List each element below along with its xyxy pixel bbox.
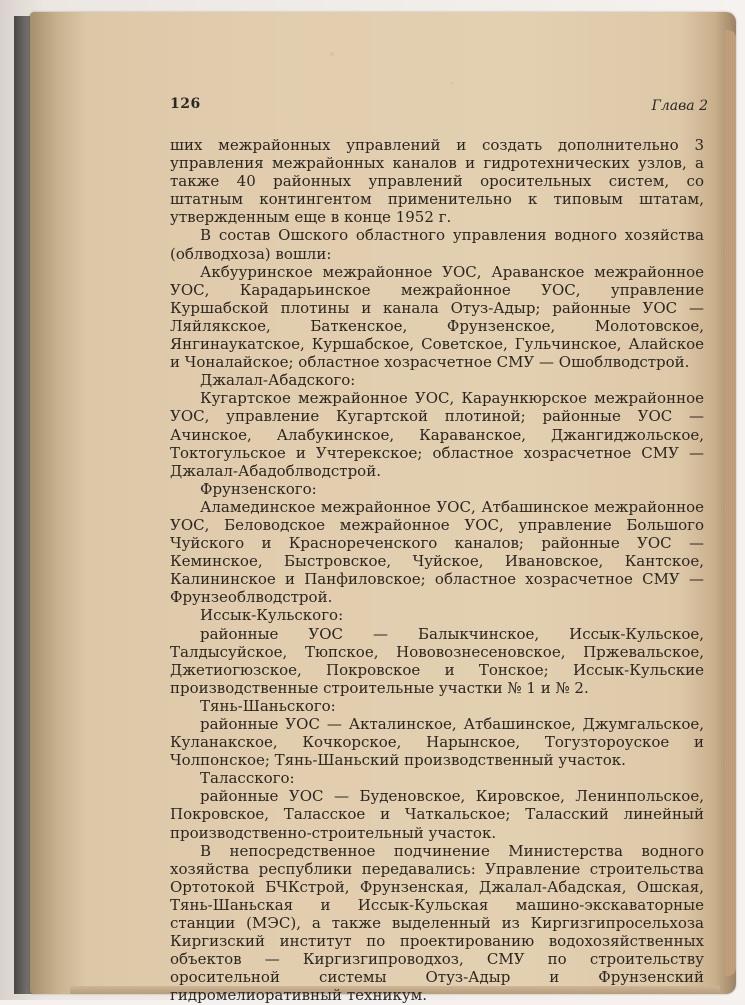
paragraph: Кугартское межрайонное УОС, Караункюрское межрайонное УОС, управление Кугартской плотиной; районные УОС — Ачинское, Алабукинское, Караванское, Джангиджольское, Токтогульское и Учтерекское; областное хозрасчетное СМУ — Джалал-Абадоблводстрой. <box>170 389 704 480</box>
paragraph: Акбууринское межрайонное УОС, Араванское межрайонное УОС, Карадарьинское межрайонное УОС, управление Куршабской плотины и канала Отуз-Адыр; районные УОС — Ляйлякское, Баткенское, Фрунзенское, Молотовское, Янгинаукатское, Куршабское, Советское, Гульчинское, Алайское и Чоналайское; областное хозрасчетное СМУ — Ошоблводстрой. <box>170 262 704 372</box>
region-heading: Иссык-Кульского: <box>200 606 344 625</box>
page-number: 126 <box>170 96 201 112</box>
region-heading: Фрунзенского: <box>200 479 317 498</box>
region-heading: Таласского: <box>200 769 295 788</box>
region-heading: Джалал-Абадского: <box>200 371 356 390</box>
paragraph: В состав Ошского областного управления водного хозяйства (облводхоза) вошли: <box>170 226 704 263</box>
running-head-chapter: Глава 2 <box>651 98 708 114</box>
paper-speck <box>450 82 453 85</box>
page-edge <box>724 30 736 976</box>
paper-speck <box>330 52 334 56</box>
paragraph: В непосредственное подчинение Министерства водного хозяйства республики передавались: Управление строительства Ортотокой БЧКстрой, Фрунзенская, Джалал-Абадская, Ошская, Тянь-Шаньская и Иссык-Кульская машино-экскаваторные станции (МЭС), а также выделенный из Киргизгипросельхоза Киргизский институт по проектированию водохозяйственных объектов — Киргизгипроводхоз, СМУ по строительству оросительной системы Отуз-Адыр и Фрунзенский гидромелиоративный техникум. <box>170 841 704 1005</box>
body-text <box>170 136 704 1005</box>
region-heading: Тянь-Шаньского: <box>200 696 336 715</box>
page-header <box>170 96 708 118</box>
paragraph: Аламединское межрайонное УОС, Атбашинское межрайонное УОС, Беловодское межрайонное УОС, управление Большого Чуйского и Краснореченского каналов; районные УОС — Кеминское, Быстровское, Чуйское, Ивановское, Кантское, Калининское и Панфиловское; областное хозрасчетное СМУ — Фрунзеоблводстрой. <box>170 497 704 607</box>
paragraph: районные УОС — Буденовское, Кировское, Ленинпольское, Покровское, Таласское и Чаткальское; Таласский линейный производственно-строительный участок. <box>170 787 704 842</box>
paragraph: ших межрайонных управлений и создать дополнительно 3 управления межрайонных каналов и гидротехнических узлов, а также 40 районных управлений оросительных систем, со штатным контингентом применительно к типовым штатам, утвержденным еще в конце 1952 г. <box>170 136 704 227</box>
paragraph: районные УОС — Балыкчинское, Иссык-Кульское, Талдысуйское, Тюпское, Нововознесеновское, Пржевальское, Джетиогюзское, Покровское и Тонское; Иссык-Кульские производственные строительные участки № 1 и № 2. <box>170 624 704 697</box>
paragraph: районные УОС — Акталинское, Атбашинское, Джумгальское, Куланакское, Кочкорское, Нарынское, Тогузтороуское и Чолпонское; Тянь-Шаньский производственный участок. <box>170 715 704 770</box>
